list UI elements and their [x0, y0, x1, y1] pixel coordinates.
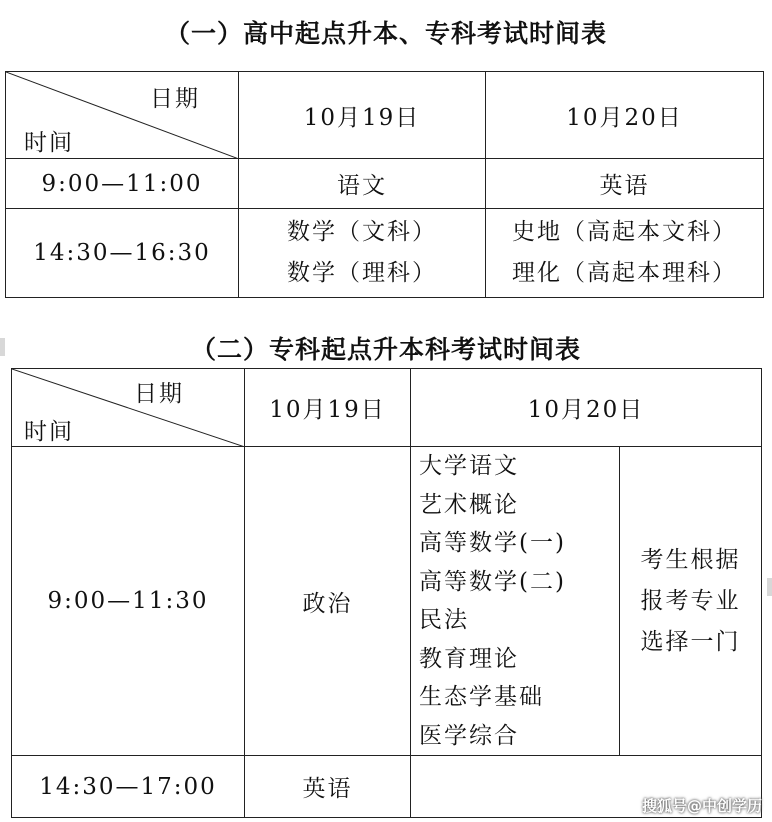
table1-row2-day1 [239, 209, 486, 298]
watermark: 搜狐号@中创学历 [641, 797, 762, 815]
list-item: 生态学基础 [419, 684, 544, 710]
table2-header-day2: 10月20日 [411, 369, 762, 447]
subject-history-geo: 史地（高起本文科） [512, 219, 737, 245]
table1-title: （一）高中起点升本、专科考试时间表 [164, 19, 607, 48]
list-item: 民法 [419, 607, 469, 633]
date-label: 日期 [134, 381, 184, 407]
list-item: 高等数学(二) [419, 568, 566, 595]
time-label: 时间 [24, 130, 74, 156]
list-item: 大学语文 [419, 453, 519, 479]
edge-marker [0, 338, 5, 356]
note-line: 选择一门 [640, 628, 741, 655]
table2-row2-time: 14:30—17:00 [12, 756, 245, 818]
subject-math-science: 数学（理科） [287, 260, 437, 286]
table2-exam-schedule [11, 368, 762, 818]
table2-header-day1: 10月19日 [245, 369, 411, 447]
subject-math-arts: 数学（文科） [287, 219, 437, 245]
note-line: 报考专业 [640, 587, 741, 614]
table2-row2-day1: 英语 [245, 756, 411, 818]
date-label: 日期 [150, 86, 200, 112]
list-item: 艺术概论 [419, 491, 519, 518]
table1-header-day1: 10月19日 [239, 72, 486, 159]
subject-physics-chem: 理化（高起本理科） [512, 260, 737, 286]
table2-row1-subject-list [411, 447, 620, 756]
table1-header-day2: 10月20日 [486, 72, 764, 159]
table2-row1-note [620, 447, 762, 756]
table2-row1-day1: 政治 [245, 447, 411, 756]
table2-corner-header [12, 369, 245, 447]
table1-exam-schedule [5, 71, 764, 298]
table1-row1-day2: 英语 [486, 159, 764, 209]
list-item: 教育理论 [419, 645, 519, 672]
list-item: 医学综合 [419, 722, 519, 749]
table1-row1-time: 9:00—11:00 [6, 159, 239, 209]
time-label: 时间 [24, 419, 74, 445]
list-item: 高等数学(一) [419, 530, 566, 556]
note-line: 考生根据 [640, 546, 741, 573]
table1-row2-time: 14:30—16:30 [6, 209, 239, 298]
table2-title: （二）专科起点升本科考试时间表 [190, 335, 581, 364]
table1-row2-day2 [486, 209, 764, 298]
table1-corner-header [6, 72, 239, 159]
table2-row1-time: 9:00—11:30 [12, 447, 245, 756]
table1-row1-day1: 语文 [239, 159, 486, 209]
edge-marker [767, 578, 772, 596]
